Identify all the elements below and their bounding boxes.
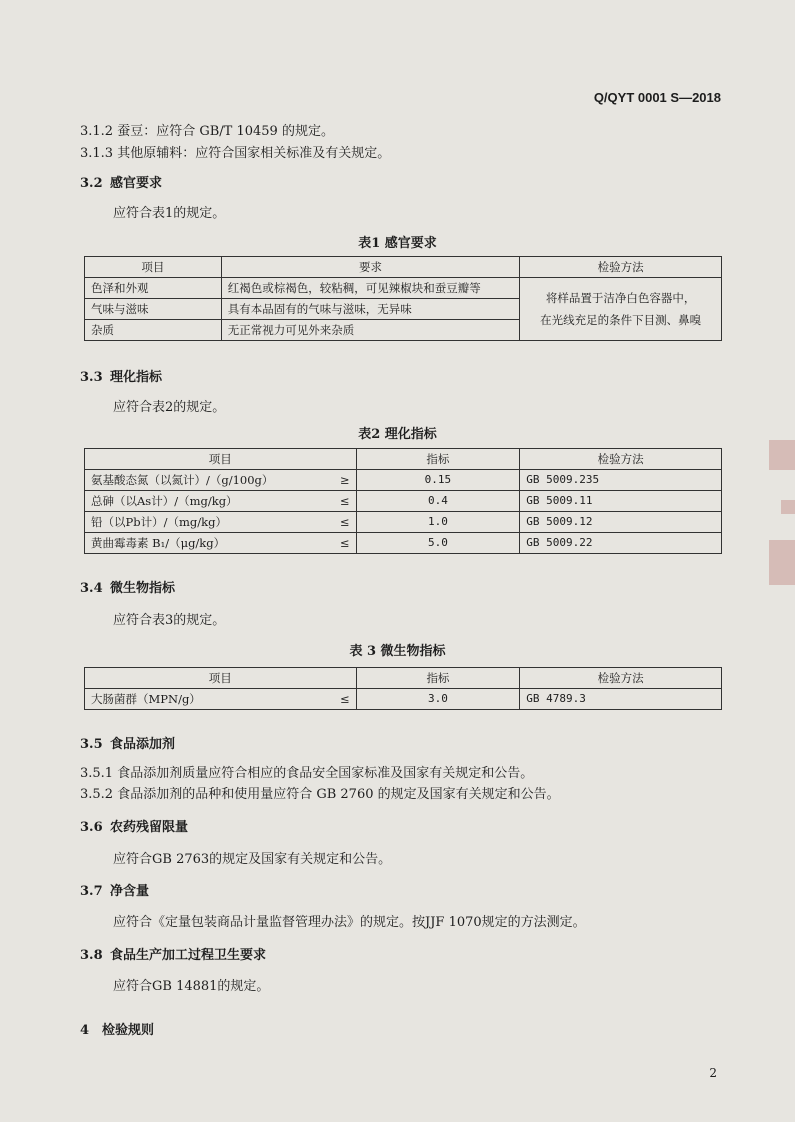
section-3-3-heading <box>80 366 162 385</box>
section-number: 3.6 <box>80 820 103 835</box>
cell-requirement: 红褐色或棕褐色，较粘稠，可见辣椒块和蚕豆瓣等 <box>221 278 520 299</box>
cell-value: 0.15 <box>356 470 520 491</box>
comparison-symbol: ≤ <box>339 515 350 529</box>
section-3-2-heading <box>80 172 162 191</box>
clause-3-5-1: 3.5.1 食品添加剂质量应符合相应的食品安全国家标准及国家有关规定和公告。 <box>80 766 534 781</box>
item-label: 总砷（以As计）/（mg/kg） <box>91 494 238 508</box>
section-3-5-heading <box>80 733 175 752</box>
comparison-symbol: ≤ <box>339 536 350 550</box>
table-sensory <box>84 256 722 341</box>
section-title: 感官要求 <box>110 176 163 191</box>
header-method: 检验方法 <box>520 668 722 689</box>
cell-item: 杂质 <box>85 320 222 341</box>
section-title: 净含量 <box>110 884 150 899</box>
section-title: 食品生产加工过程卫生要求 <box>110 948 267 963</box>
cell-value: 5.0 <box>356 533 520 554</box>
cell-method <box>520 278 722 341</box>
cell-item <box>85 689 357 710</box>
table3-caption: 表 3 微生物指标 <box>349 644 446 659</box>
table-row <box>85 512 722 533</box>
document-number: Q/QYT 0001 S—2018 <box>593 90 721 105</box>
section-3-8-heading <box>80 944 266 963</box>
table-microbiological <box>84 667 722 710</box>
seal-fragment <box>781 500 795 514</box>
section-number: 3.8 <box>80 948 103 963</box>
header-index: 指标 <box>356 668 520 689</box>
section-3-8-text: 应符合GB 14881的规定。 <box>113 979 270 994</box>
header-item: 项目 <box>85 257 222 278</box>
header-item: 项目 <box>85 449 357 470</box>
table-row <box>85 278 722 299</box>
cell-value: 3.0 <box>356 689 520 710</box>
method-line: 在光线充足的条件下目测、鼻嗅 <box>540 313 702 327</box>
header-item: 项目 <box>85 668 357 689</box>
item-label: 大肠菌群（MPN/g） <box>91 692 201 706</box>
cell-requirement: 具有本品固有的气味与滋味，无异味 <box>221 299 520 320</box>
section-title: 微生物指标 <box>110 581 176 596</box>
section-3-4-text: 应符合表3的规定。 <box>113 613 226 628</box>
table-row <box>85 491 722 512</box>
cell-item: 气味与滋味 <box>85 299 222 320</box>
seal-fragment <box>769 540 795 585</box>
section-4-heading <box>80 1019 154 1038</box>
item-label: 氨基酸态氮（以氮计）/（g/100g） <box>91 473 274 487</box>
header-requirement: 要求 <box>221 257 520 278</box>
header-method: 检验方法 <box>520 449 722 470</box>
section-3-7-text: 应符合《定量包装商品计量监督管理办法》的规定。按JJF 1070规定的方法测定。 <box>113 915 586 930</box>
section-title: 检验规则 <box>102 1023 155 1038</box>
section-3-7-heading <box>80 880 149 899</box>
cell-method: GB 5009.22 <box>520 533 722 554</box>
cell-requirement: 无正常视力可见外来杂质 <box>221 320 520 341</box>
section-3-6-text: 应符合GB 2763的规定及国家有关规定和公告。 <box>113 852 392 867</box>
table-header-row <box>85 668 722 689</box>
cell-value: 0.4 <box>356 491 520 512</box>
clause-3-1-2: 3.1.2 蚕豆：应符合 GB/T 10459 的规定。 <box>80 124 334 139</box>
cell-item: 色泽和外观 <box>85 278 222 299</box>
section-number: 4 <box>80 1023 90 1038</box>
cell-method: GB 5009.11 <box>520 491 722 512</box>
section-number: 3.5 <box>80 737 103 752</box>
section-number: 3.7 <box>80 884 103 899</box>
cell-item <box>85 470 357 491</box>
comparison-symbol: ≥ <box>339 473 350 487</box>
table-header-row <box>85 257 722 278</box>
section-number: 3.2 <box>80 176 103 191</box>
table-row <box>85 689 722 710</box>
clause-3-5-2: 3.5.2 食品添加剂的品种和使用量应符合 GB 2760 的规定及国家有关规定和公告。 <box>80 787 560 802</box>
table-row <box>85 533 722 554</box>
page-number: 2 <box>709 1066 717 1080</box>
cell-value: 1.0 <box>356 512 520 533</box>
cell-method: GB 5009.235 <box>520 470 722 491</box>
section-3-3-text: 应符合表2的规定。 <box>113 400 226 415</box>
seal-fragment <box>769 440 795 470</box>
clause-3-1-3: 3.1.3 其他原辅料：应符合国家相关标准及有关规定。 <box>80 146 391 161</box>
table-header-row <box>85 449 722 470</box>
cell-item <box>85 491 357 512</box>
section-3-4-heading <box>80 577 175 596</box>
comparison-symbol: ≤ <box>339 692 350 706</box>
cell-method: GB 5009.12 <box>520 512 722 533</box>
section-title: 理化指标 <box>110 370 163 385</box>
item-label: 铅（以Pb计）/（mg/kg） <box>91 515 227 529</box>
item-label: 黄曲霉毒素 B₁/（μg/kg） <box>91 536 226 550</box>
cell-item <box>85 512 357 533</box>
section-title: 农药残留限量 <box>110 820 189 835</box>
header-method: 检验方法 <box>520 257 722 278</box>
section-number: 3.4 <box>80 581 103 596</box>
section-3-2-text: 应符合表1的规定。 <box>113 206 226 221</box>
table2-caption: 表2 理化指标 <box>358 427 437 442</box>
section-number: 3.3 <box>80 370 103 385</box>
method-line: 将样品置于洁净白色容器中， <box>545 291 696 305</box>
cell-item <box>85 533 357 554</box>
table-row <box>85 470 722 491</box>
table-physicochemical <box>84 448 722 554</box>
header-index: 指标 <box>356 449 520 470</box>
section-3-6-heading <box>80 816 188 835</box>
table1-caption: 表1 感官要求 <box>358 236 437 251</box>
cell-method: GB 4789.3 <box>520 689 722 710</box>
section-title: 食品添加剂 <box>110 737 176 752</box>
comparison-symbol: ≤ <box>339 494 350 508</box>
